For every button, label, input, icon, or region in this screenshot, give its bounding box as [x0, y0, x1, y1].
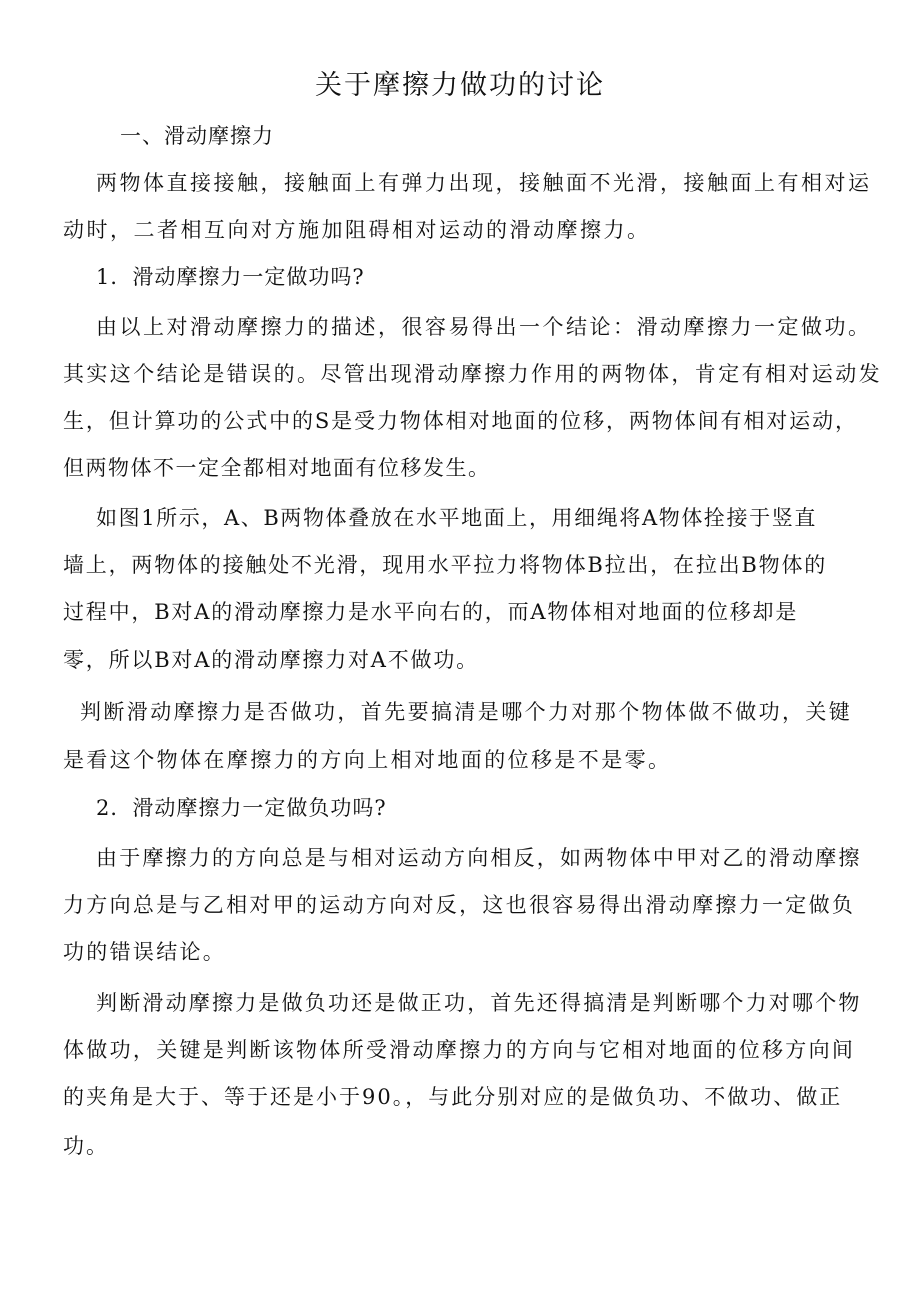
- paragraph-line: 判断滑动摩擦力是否做功，首先要搞清是哪个力对那个物体做不做功，关键: [80, 700, 853, 724]
- paragraph-line: 力方向总是与乙相对甲的运动方向对反，这也很容易得出滑动摩擦力一定做负: [63, 893, 856, 917]
- paragraph-line: 体做功，关键是判断该物体所受滑动摩擦力的方向与它相对地面的位移方向间: [63, 1038, 856, 1062]
- paragraph-line: 零，所以B对A的滑动摩擦力对A不做功。: [63, 648, 479, 672]
- paragraph-line: 如图1所示，A、B两物体叠放在水平地面上，用细绳将A物体拴接于竖直: [96, 506, 817, 530]
- document-title: 关于摩擦力做功的讨论: [315, 70, 605, 101]
- section-heading: 一、滑动摩擦力: [120, 124, 274, 148]
- paragraph-line: 其实这个结论是错误的。尽管出现滑动摩擦力作用的两物体，肯定有相对运动发: [63, 362, 882, 386]
- paragraph-line: 功。: [63, 1134, 109, 1158]
- paragraph-line: 功的错误结论。: [63, 940, 227, 964]
- paragraph-line: 动时，二者相互向对方施加阻碍相对运动的滑动摩擦力。: [63, 218, 651, 242]
- subsection-heading: 2．滑动摩擦力一定做负功吗?: [96, 796, 387, 820]
- paragraph-line: 的夹角是大于、等于还是小于90。，与此分别对应的是做负功、不做功、做正: [63, 1085, 843, 1109]
- paragraph-line: 但两物体不一定全都相对地面有位移发生。: [63, 456, 491, 480]
- paragraph-line: 由于摩擦力的方向总是与相对运动方向相反，如两物体中甲对乙的滑动摩擦: [96, 846, 862, 870]
- paragraph-line: 生，但计算功的公式中的S是受力物体相对地面的位移，两物体间有相对运动，: [63, 409, 858, 433]
- paragraph-line: 墙上，两物体的接触处不光滑，现用水平拉力将物体B拉出，在拉出B物体的: [63, 553, 828, 577]
- paragraph-line: 判断滑动摩擦力是做负功还是做正功，首先还得搞清是判断哪个力对哪个物: [96, 991, 862, 1015]
- paragraph-line: 是看这个物体在摩擦力的方向上相对地面的位移是不是零。: [63, 748, 672, 772]
- subsection-heading: 1．滑动摩擦力一定做功吗?: [96, 265, 365, 289]
- paragraph-line: 过程中，B对A的滑动摩擦力是水平向右的，而A物体相对地面的位移却是: [63, 600, 799, 624]
- paragraph-line: 两物体直接接触，接触面上有弹力出现，接触面不光滑，接触面上有相对运: [96, 171, 872, 195]
- paragraph-line: 由以上对滑动摩擦力的描述，很容易得出一个结论：滑动摩擦力一定做功。: [96, 315, 872, 339]
